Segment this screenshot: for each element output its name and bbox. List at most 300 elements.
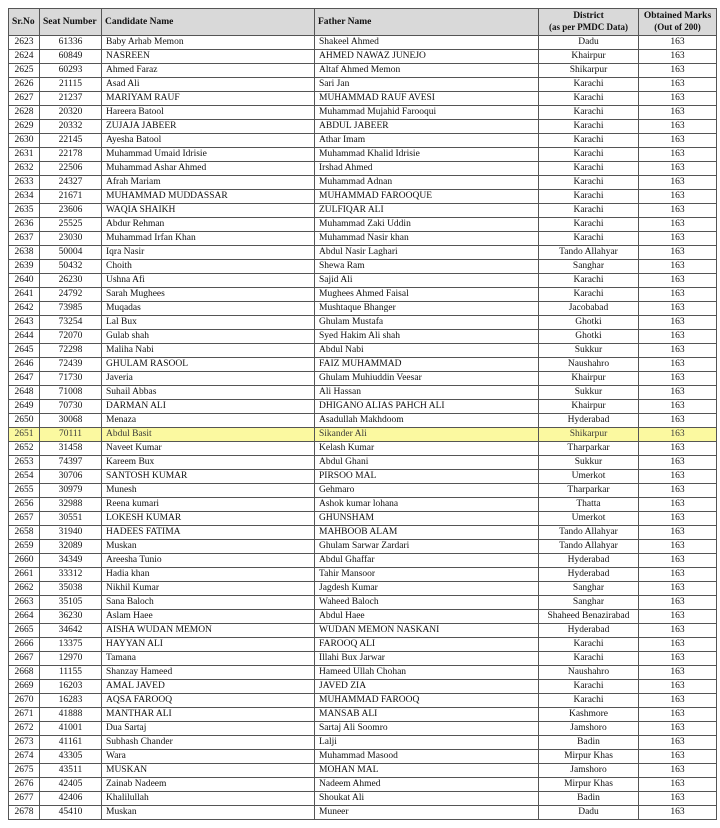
cell-father-name: Waheed Baloch xyxy=(315,596,539,610)
cell-sr-no: 2658 xyxy=(9,526,40,540)
table-row xyxy=(9,498,717,512)
cell-obtained-marks: 163 xyxy=(639,554,717,568)
cell-seat-number: 42406 xyxy=(40,792,102,806)
cell-father-name: FAROOQ ALI xyxy=(315,638,539,652)
cell-seat-number: 20320 xyxy=(40,106,102,120)
cell-seat-number: 41888 xyxy=(40,708,102,722)
cell-sr-no: 2669 xyxy=(9,680,40,694)
header-row xyxy=(9,9,717,36)
cell-father-name: Sajid Ali xyxy=(315,274,539,288)
cell-candidate-name: Aslam Haee xyxy=(102,610,315,624)
cell-sr-no: 2638 xyxy=(9,246,40,260)
cell-district: Khairpur xyxy=(539,400,639,414)
cell-father-name: Abdul Nasir Laghari xyxy=(315,246,539,260)
cell-obtained-marks: 163 xyxy=(639,596,717,610)
cell-father-name: Kelash Kumar xyxy=(315,442,539,456)
cell-obtained-marks: 163 xyxy=(639,106,717,120)
cell-seat-number: 12970 xyxy=(40,652,102,666)
cell-father-name: Mushtaque Bhanger xyxy=(315,302,539,316)
cell-candidate-name: Ayesha Batool xyxy=(102,134,315,148)
cell-father-name: Muhammad Masood xyxy=(315,750,539,764)
cell-candidate-name: Afrah Mariam xyxy=(102,176,315,190)
cell-district: Tando Allahyar xyxy=(539,540,639,554)
cell-obtained-marks: 163 xyxy=(639,372,717,386)
cell-seat-number: 30551 xyxy=(40,512,102,526)
cell-father-name: Sari Jan xyxy=(315,78,539,92)
cell-obtained-marks: 163 xyxy=(639,260,717,274)
cell-candidate-name: SANTOSH KUMAR xyxy=(102,470,315,484)
cell-district: Tando Allahyar xyxy=(539,246,639,260)
cell-candidate-name: Baby Arhab Memon xyxy=(102,36,315,50)
header-obtained-marks xyxy=(639,9,717,36)
cell-sr-no: 2655 xyxy=(9,484,40,498)
cell-candidate-name: Sana Baloch xyxy=(102,596,315,610)
cell-candidate-name: Ahmed Faraz xyxy=(102,64,315,78)
cell-obtained-marks: 163 xyxy=(639,162,717,176)
cell-district: Kashmore xyxy=(539,708,639,722)
cell-district: Shikarpur xyxy=(539,428,639,442)
table-row xyxy=(9,470,717,484)
cell-father-name: ABDUL JABEER xyxy=(315,120,539,134)
cell-obtained-marks: 163 xyxy=(639,400,717,414)
cell-candidate-name: Areesha Tunio xyxy=(102,554,315,568)
cell-obtained-marks: 163 xyxy=(639,344,717,358)
table-row xyxy=(9,302,717,316)
cell-sr-no: 2630 xyxy=(9,134,40,148)
cell-district: Sanghar xyxy=(539,260,639,274)
cell-father-name: Altaf Ahmed Memon xyxy=(315,64,539,78)
cell-seat-number: 23030 xyxy=(40,232,102,246)
cell-father-name: Sikander Ali xyxy=(315,428,539,442)
cell-father-name: Ghulam Mustafa xyxy=(315,316,539,330)
cell-seat-number: 26230 xyxy=(40,274,102,288)
table-row xyxy=(9,148,717,162)
cell-seat-number: 13375 xyxy=(40,638,102,652)
cell-district: Hyderabad xyxy=(539,624,639,638)
cell-seat-number: 33312 xyxy=(40,568,102,582)
cell-sr-no: 2641 xyxy=(9,288,40,302)
cell-district: Karachi xyxy=(539,218,639,232)
cell-district: Sanghar xyxy=(539,596,639,610)
cell-obtained-marks: 163 xyxy=(639,92,717,106)
cell-father-name: FAIZ MUHAMMAD xyxy=(315,358,539,372)
cell-candidate-name: ZUJAJA JABEER xyxy=(102,120,315,134)
cell-obtained-marks: 163 xyxy=(639,190,717,204)
table-row xyxy=(9,414,717,428)
cell-district: Tharparkar xyxy=(539,484,639,498)
cell-candidate-name: Wara xyxy=(102,750,315,764)
header-district-sub: (as per PMDC Data) xyxy=(548,22,629,32)
cell-father-name: Muhammad Nasir khan xyxy=(315,232,539,246)
cell-sr-no: 2663 xyxy=(9,596,40,610)
cell-father-name: Nadeem Ahmed xyxy=(315,778,539,792)
cell-candidate-name: Subhash Chander xyxy=(102,736,315,750)
cell-obtained-marks: 163 xyxy=(639,456,717,470)
cell-sr-no: 2673 xyxy=(9,736,40,750)
cell-sr-no: 2640 xyxy=(9,274,40,288)
cell-candidate-name: Lal Bux xyxy=(102,316,315,330)
cell-candidate-name: Muqadas xyxy=(102,302,315,316)
cell-obtained-marks: 163 xyxy=(639,778,717,792)
cell-candidate-name: AQSA FAROOQ xyxy=(102,694,315,708)
merit-list-sheet xyxy=(8,8,716,820)
cell-seat-number: 32988 xyxy=(40,498,102,512)
table-row xyxy=(9,750,717,764)
table-row xyxy=(9,764,717,778)
cell-seat-number: 45410 xyxy=(40,806,102,820)
cell-sr-no: 2675 xyxy=(9,764,40,778)
cell-district: Ghotki xyxy=(539,330,639,344)
cell-father-name: Shoukat Ali xyxy=(315,792,539,806)
cell-candidate-name: Maliha Nabi xyxy=(102,344,315,358)
cell-candidate-name: Munesh xyxy=(102,484,315,498)
cell-sr-no: 2634 xyxy=(9,190,40,204)
table-row xyxy=(9,428,717,442)
cell-obtained-marks: 163 xyxy=(639,204,717,218)
cell-district: Naushahro xyxy=(539,358,639,372)
cell-sr-no: 2648 xyxy=(9,386,40,400)
cell-district: Umerkot xyxy=(539,470,639,484)
cell-sr-no: 2644 xyxy=(9,330,40,344)
cell-district: Karachi xyxy=(539,204,639,218)
table-row xyxy=(9,512,717,526)
cell-father-name: Shakeel Ahmed xyxy=(315,36,539,50)
cell-seat-number: 22506 xyxy=(40,162,102,176)
cell-sr-no: 2671 xyxy=(9,708,40,722)
cell-candidate-name: NASREEN xyxy=(102,50,315,64)
cell-seat-number: 72070 xyxy=(40,330,102,344)
cell-father-name: Syed Hakim Ali shah xyxy=(315,330,539,344)
table-row xyxy=(9,456,717,470)
cell-district: Karachi xyxy=(539,148,639,162)
cell-district: Karachi xyxy=(539,232,639,246)
table-row xyxy=(9,330,717,344)
cell-seat-number: 20332 xyxy=(40,120,102,134)
cell-candidate-name: Abdul Basit xyxy=(102,428,315,442)
cell-seat-number: 70730 xyxy=(40,400,102,414)
cell-sr-no: 2632 xyxy=(9,162,40,176)
cell-father-name: Mughees Ahmed Faisal xyxy=(315,288,539,302)
header-sr-no: Sr.No xyxy=(9,9,40,36)
cell-district: Karachi xyxy=(539,162,639,176)
table-body xyxy=(9,36,717,820)
table-row xyxy=(9,218,717,232)
cell-obtained-marks: 163 xyxy=(639,148,717,162)
cell-sr-no: 2670 xyxy=(9,694,40,708)
cell-district: Khairpur xyxy=(539,50,639,64)
cell-sr-no: 2676 xyxy=(9,778,40,792)
cell-candidate-name: MUSKAN xyxy=(102,764,315,778)
cell-seat-number: 61336 xyxy=(40,36,102,50)
cell-candidate-name: GHULAM RASOOL xyxy=(102,358,315,372)
cell-seat-number: 43305 xyxy=(40,750,102,764)
cell-district: Sukkur xyxy=(539,386,639,400)
cell-father-name: JAVED ZIA xyxy=(315,680,539,694)
table-row xyxy=(9,526,717,540)
cell-obtained-marks: 163 xyxy=(639,274,717,288)
cell-seat-number: 71730 xyxy=(40,372,102,386)
cell-seat-number: 34642 xyxy=(40,624,102,638)
cell-candidate-name: Abdur Rehman xyxy=(102,218,315,232)
cell-obtained-marks: 163 xyxy=(639,442,717,456)
cell-district: Sukkur xyxy=(539,344,639,358)
cell-father-name: Hameed Ullah Chohan xyxy=(315,666,539,680)
cell-father-name: Sartaj Ali Soomro xyxy=(315,722,539,736)
cell-sr-no: 2635 xyxy=(9,204,40,218)
cell-candidate-name: Hadia khan xyxy=(102,568,315,582)
cell-district: Hyderabad xyxy=(539,568,639,582)
cell-obtained-marks: 163 xyxy=(639,708,717,722)
cell-district: Karachi xyxy=(539,92,639,106)
cell-seat-number: 31458 xyxy=(40,442,102,456)
cell-sr-no: 2666 xyxy=(9,638,40,652)
cell-district: Karachi xyxy=(539,652,639,666)
cell-obtained-marks: 163 xyxy=(639,610,717,624)
cell-father-name: Ashok kumar lohana xyxy=(315,498,539,512)
cell-seat-number: 72439 xyxy=(40,358,102,372)
cell-obtained-marks: 163 xyxy=(639,666,717,680)
cell-obtained-marks: 163 xyxy=(639,288,717,302)
cell-seat-number: 22145 xyxy=(40,134,102,148)
table-row xyxy=(9,736,717,750)
cell-district: Karachi xyxy=(539,176,639,190)
cell-candidate-name: Choith xyxy=(102,260,315,274)
cell-father-name: Illahi Bux Jarwar xyxy=(315,652,539,666)
cell-father-name: DHIGANO ALIAS PAHCH ALI xyxy=(315,400,539,414)
cell-father-name: MOHAN MAL xyxy=(315,764,539,778)
cell-father-name: Lalji xyxy=(315,736,539,750)
cell-district: Jamshoro xyxy=(539,764,639,778)
table-row xyxy=(9,64,717,78)
cell-seat-number: 60849 xyxy=(40,50,102,64)
cell-seat-number: 42405 xyxy=(40,778,102,792)
cell-candidate-name: Naveet Kumar xyxy=(102,442,315,456)
cell-obtained-marks: 163 xyxy=(639,134,717,148)
cell-father-name: Jagdesh Kumar xyxy=(315,582,539,596)
table-row xyxy=(9,666,717,680)
table-row xyxy=(9,792,717,806)
cell-seat-number: 50432 xyxy=(40,260,102,274)
cell-sr-no: 2662 xyxy=(9,582,40,596)
cell-seat-number: 23606 xyxy=(40,204,102,218)
table-row xyxy=(9,204,717,218)
cell-father-name: Muhammad Khalid Idrisie xyxy=(315,148,539,162)
cell-seat-number: 35038 xyxy=(40,582,102,596)
cell-candidate-name: Javeria xyxy=(102,372,315,386)
cell-obtained-marks: 163 xyxy=(639,64,717,78)
cell-district: Dadu xyxy=(539,36,639,50)
table-row xyxy=(9,568,717,582)
cell-seat-number: 70111 xyxy=(40,428,102,442)
cell-candidate-name: Kareem Bux xyxy=(102,456,315,470)
cell-seat-number: 71008 xyxy=(40,386,102,400)
cell-seat-number: 21671 xyxy=(40,190,102,204)
cell-obtained-marks: 163 xyxy=(639,736,717,750)
table-row xyxy=(9,680,717,694)
cell-father-name: MANSAB ALI xyxy=(315,708,539,722)
cell-candidate-name: Tamana xyxy=(102,652,315,666)
cell-candidate-name: WAQIA SHAIKH xyxy=(102,204,315,218)
cell-obtained-marks: 163 xyxy=(639,722,717,736)
merit-list-table xyxy=(8,8,717,820)
cell-candidate-name: Muhammad Umaid Idrisie xyxy=(102,148,315,162)
cell-sr-no: 2647 xyxy=(9,372,40,386)
cell-sr-no: 2667 xyxy=(9,652,40,666)
cell-seat-number: 24792 xyxy=(40,288,102,302)
cell-district: Jamshoro xyxy=(539,722,639,736)
cell-district: Karachi xyxy=(539,638,639,652)
cell-obtained-marks: 163 xyxy=(639,358,717,372)
header-marks-label: Obtained Marks xyxy=(643,11,712,21)
table-row xyxy=(9,78,717,92)
table-row xyxy=(9,694,717,708)
cell-father-name: Ghulam Sarwar Zardari xyxy=(315,540,539,554)
cell-seat-number: 30706 xyxy=(40,470,102,484)
cell-candidate-name: AISHA WUDAN MEMON xyxy=(102,624,315,638)
cell-seat-number: 36230 xyxy=(40,610,102,624)
cell-district: Hyderabad xyxy=(539,414,639,428)
table-row xyxy=(9,624,717,638)
table-row xyxy=(9,344,717,358)
table-row xyxy=(9,442,717,456)
cell-obtained-marks: 163 xyxy=(639,386,717,400)
cell-district: Karachi xyxy=(539,274,639,288)
cell-seat-number: 31940 xyxy=(40,526,102,540)
cell-sr-no: 2627 xyxy=(9,92,40,106)
table-row xyxy=(9,778,717,792)
cell-obtained-marks: 163 xyxy=(639,694,717,708)
cell-sr-no: 2672 xyxy=(9,722,40,736)
cell-seat-number: 43511 xyxy=(40,764,102,778)
cell-obtained-marks: 163 xyxy=(639,246,717,260)
cell-sr-no: 2645 xyxy=(9,344,40,358)
cell-obtained-marks: 163 xyxy=(639,316,717,330)
cell-candidate-name: AMAL JAVED xyxy=(102,680,315,694)
header-district-label: District xyxy=(573,11,604,21)
cell-obtained-marks: 163 xyxy=(639,120,717,134)
table-row xyxy=(9,316,717,330)
cell-sr-no: 2642 xyxy=(9,302,40,316)
cell-obtained-marks: 163 xyxy=(639,526,717,540)
cell-sr-no: 2659 xyxy=(9,540,40,554)
table-row xyxy=(9,372,717,386)
cell-father-name: MUHAMMAD FAROOQ xyxy=(315,694,539,708)
cell-father-name: Gehmaro xyxy=(315,484,539,498)
table-row xyxy=(9,288,717,302)
cell-obtained-marks: 163 xyxy=(639,302,717,316)
cell-father-name: Shewa Ram xyxy=(315,260,539,274)
cell-seat-number: 41161 xyxy=(40,736,102,750)
cell-candidate-name: Shanzay Hameed xyxy=(102,666,315,680)
cell-father-name: Abdul Haee xyxy=(315,610,539,624)
cell-father-name: Muhammad Mujahid Farooqui xyxy=(315,106,539,120)
cell-sr-no: 2660 xyxy=(9,554,40,568)
cell-district: Sukkur xyxy=(539,456,639,470)
cell-father-name: Irshad Ahmed xyxy=(315,162,539,176)
cell-candidate-name: MUHAMMAD MUDDASSAR xyxy=(102,190,315,204)
table-row xyxy=(9,484,717,498)
cell-father-name: MUHAMMAD RAUF AVESI xyxy=(315,92,539,106)
table-row xyxy=(9,722,717,736)
cell-sr-no: 2668 xyxy=(9,666,40,680)
table-row xyxy=(9,232,717,246)
cell-district: Shikarpur xyxy=(539,64,639,78)
cell-obtained-marks: 163 xyxy=(639,512,717,526)
cell-seat-number: 73985 xyxy=(40,302,102,316)
cell-sr-no: 2674 xyxy=(9,750,40,764)
cell-district: Shaheed Benazirabad xyxy=(539,610,639,624)
header-seat-number: Seat Number xyxy=(40,9,102,36)
cell-obtained-marks: 163 xyxy=(639,470,717,484)
cell-obtained-marks: 163 xyxy=(639,484,717,498)
cell-sr-no: 2650 xyxy=(9,414,40,428)
cell-candidate-name: LOKESH KUMAR xyxy=(102,512,315,526)
cell-district: Sanghar xyxy=(539,582,639,596)
cell-district: Mirpur Khas xyxy=(539,778,639,792)
cell-obtained-marks: 163 xyxy=(639,624,717,638)
cell-sr-no: 2643 xyxy=(9,316,40,330)
table-row xyxy=(9,596,717,610)
table-row xyxy=(9,246,717,260)
cell-father-name: Muneer xyxy=(315,806,539,820)
cell-sr-no: 2631 xyxy=(9,148,40,162)
cell-candidate-name: HADEES FATIMA xyxy=(102,526,315,540)
cell-candidate-name: Khalilullah xyxy=(102,792,315,806)
cell-obtained-marks: 163 xyxy=(639,498,717,512)
cell-candidate-name: Zainab Nadeem xyxy=(102,778,315,792)
table-row xyxy=(9,400,717,414)
cell-candidate-name: Iqra Nasir xyxy=(102,246,315,260)
cell-father-name: Tahir Mansoor xyxy=(315,568,539,582)
table-row xyxy=(9,162,717,176)
cell-candidate-name: Dua Sartaj xyxy=(102,722,315,736)
table-row xyxy=(9,120,717,134)
cell-sr-no: 2646 xyxy=(9,358,40,372)
cell-seat-number: 73254 xyxy=(40,316,102,330)
cell-obtained-marks: 163 xyxy=(639,582,717,596)
cell-seat-number: 30068 xyxy=(40,414,102,428)
cell-candidate-name: MANTHAR ALI xyxy=(102,708,315,722)
cell-seat-number: 72298 xyxy=(40,344,102,358)
cell-seat-number: 25525 xyxy=(40,218,102,232)
cell-candidate-name: Menaza xyxy=(102,414,315,428)
cell-sr-no: 2651 xyxy=(9,428,40,442)
cell-sr-no: 2652 xyxy=(9,442,40,456)
cell-obtained-marks: 163 xyxy=(639,218,717,232)
cell-district: Karachi xyxy=(539,134,639,148)
table-row xyxy=(9,582,717,596)
cell-sr-no: 2628 xyxy=(9,106,40,120)
cell-candidate-name: MARIYAM RAUF xyxy=(102,92,315,106)
table-row xyxy=(9,190,717,204)
cell-candidate-name: Nikhil Kumar xyxy=(102,582,315,596)
table-row xyxy=(9,638,717,652)
cell-district: Badin xyxy=(539,736,639,750)
cell-sr-no: 2665 xyxy=(9,624,40,638)
cell-sr-no: 2657 xyxy=(9,512,40,526)
cell-sr-no: 2654 xyxy=(9,470,40,484)
cell-father-name: Asadullah Makhdoom xyxy=(315,414,539,428)
cell-sr-no: 2656 xyxy=(9,498,40,512)
table-row xyxy=(9,50,717,64)
cell-seat-number: 21237 xyxy=(40,92,102,106)
cell-district: Khairpur xyxy=(539,372,639,386)
cell-seat-number: 21115 xyxy=(40,78,102,92)
cell-seat-number: 60293 xyxy=(40,64,102,78)
table-row xyxy=(9,386,717,400)
cell-father-name: MAHBOOB ALAM xyxy=(315,526,539,540)
cell-obtained-marks: 163 xyxy=(639,540,717,554)
